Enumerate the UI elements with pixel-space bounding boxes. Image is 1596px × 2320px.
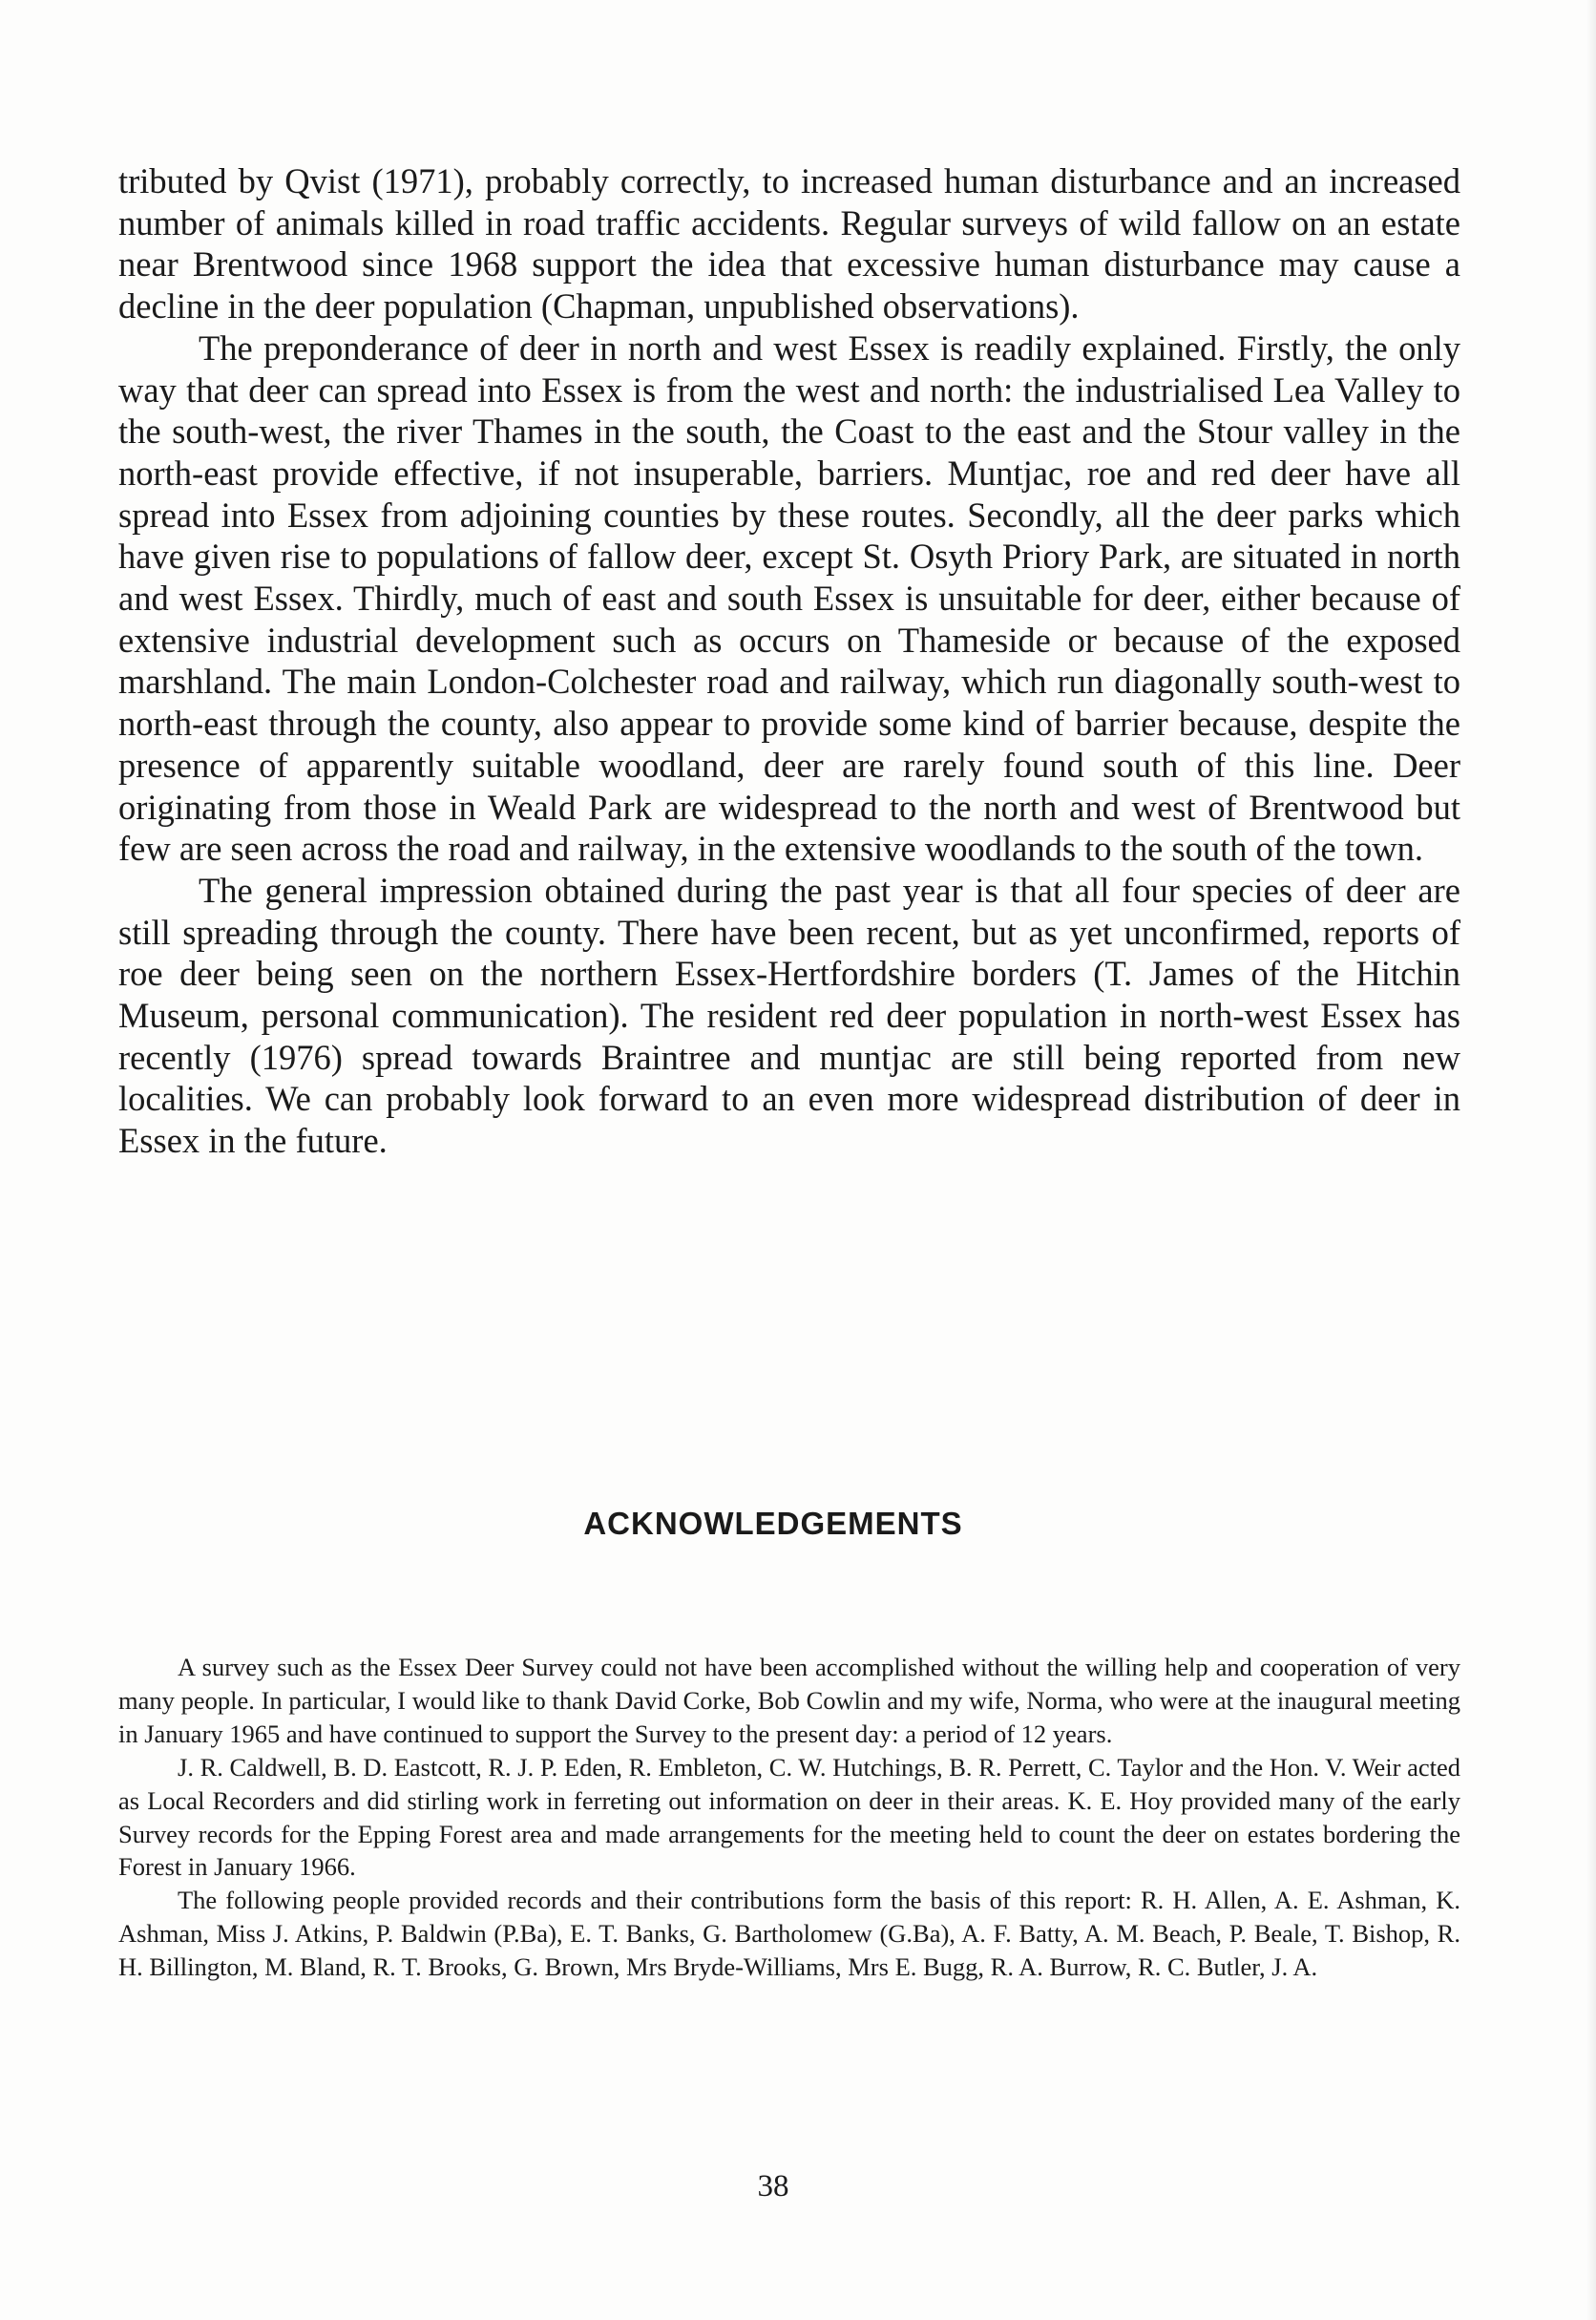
- page-number: 38: [757, 2169, 789, 2204]
- page-edge-shadow: [1586, 0, 1596, 2320]
- ack-paragraph-1: A survey such as the Essex Deer Survey could not have been accomplished without the willing help and cooperation of very many people. In particular, I would like to thank David Corke, Bob Cowlin and my wife, Norma, who were at the inaugural meeting in January 1965 and have continued to support the Survey to the present day: a period of 12 years.: [118, 1653, 1460, 1748]
- ack-paragraph-3: The following people provided records and their contributions form the basis of this report: R. H. Allen, A. E. Ashman, K. Ashman, Miss J. Atkins, P. Baldwin (P.Ba), E. T. Banks, G. Bartholomew (G.Ba), A. F. Batty, A. M. Beach, P. Beale, T. Bishop, R. H. Billington, M. Bland, R. T. Brooks, G. Brown, Mrs Bryde-Williams, Mrs E. Bugg, R. A. Burrow, R. C. Butler, J. A.: [118, 1886, 1460, 1982]
- body-paragraph-1: tributed by Qvist (1971), probably correctly, to increased human disturbance and an increased number of animals killed in road traffic accidents. Regular surveys of wild fallow on an estate near Brentwood since 1968 support the idea that excessive human disturbance may cause a decline in the deer population (Chapman, unpublished observations).: [118, 161, 1460, 327]
- main-body-text: [118, 160, 1460, 1162]
- body-paragraph-3: The general impression obtained during the past year is that all four species of deer are still spreading through the county. There have been recent, but as yet unconfirmed, reports of roe deer being seen on the northern Essex-Hertfordshire borders (T. James of the Hitchin Museum, personal communication). The resident red deer population in north-west Essex has recently (1976) spread towards Braintree and muntjac are still being reported from new localities. We can probably look forward to an even more widespread distribution of deer in Essex in the future.: [118, 870, 1460, 1161]
- body-paragraph-2: The preponderance of deer in north and west Essex is readily explained. Firstly, the only way that deer can spread into Essex is from the west and north: the industrialised Lea Valley to the south-west, the river Thames in the south, the Coast to the east and the Stour valley in the north-east provide effective, if not insuperable, barriers. Muntjac, roe and red deer have all spread into Essex from adjoining counties by these routes. Secondly, all the deer parks which have given rise to populations of fallow deer, except St. Osyth Priory Park, are situated in north and west Essex. Thirdly, much of east and south Essex is unsuitable for deer, either because of extensive industrial development such as occurs on Thameside or because of the exposed marshland. The main London-Colchester road and railway, which run diagonally south-west to north-east through the county, also appear to provide some kind of barrier because, despite the presence of apparently suitable woodland, deer are rarely found south of this line. Deer originating from those in Weald Park are widespread to the north and west of Brentwood but few are seen across the road and railway, in the extensive woodlands to the south of the town.: [118, 327, 1460, 869]
- ack-paragraph-2: J. R. Caldwell, B. D. Eastcott, R. J. P. Eden, R. Embleton, C. W. Hutchings, B. R. Perrett, C. Taylor and the Hon. V. Weir acted as Local Recorders and did stirling work in ferreting out information on deer in their areas. K. E. Hoy provided many of the early Survey records for the Epping Forest area and made arrangements for the meeting held to count the deer on estates bordering the Forest in January 1966.: [118, 1752, 1460, 1882]
- acknowledgements-text: [118, 1651, 1460, 1984]
- acknowledgements-heading: ACKNOWLEDGEMENTS: [583, 1506, 963, 1541]
